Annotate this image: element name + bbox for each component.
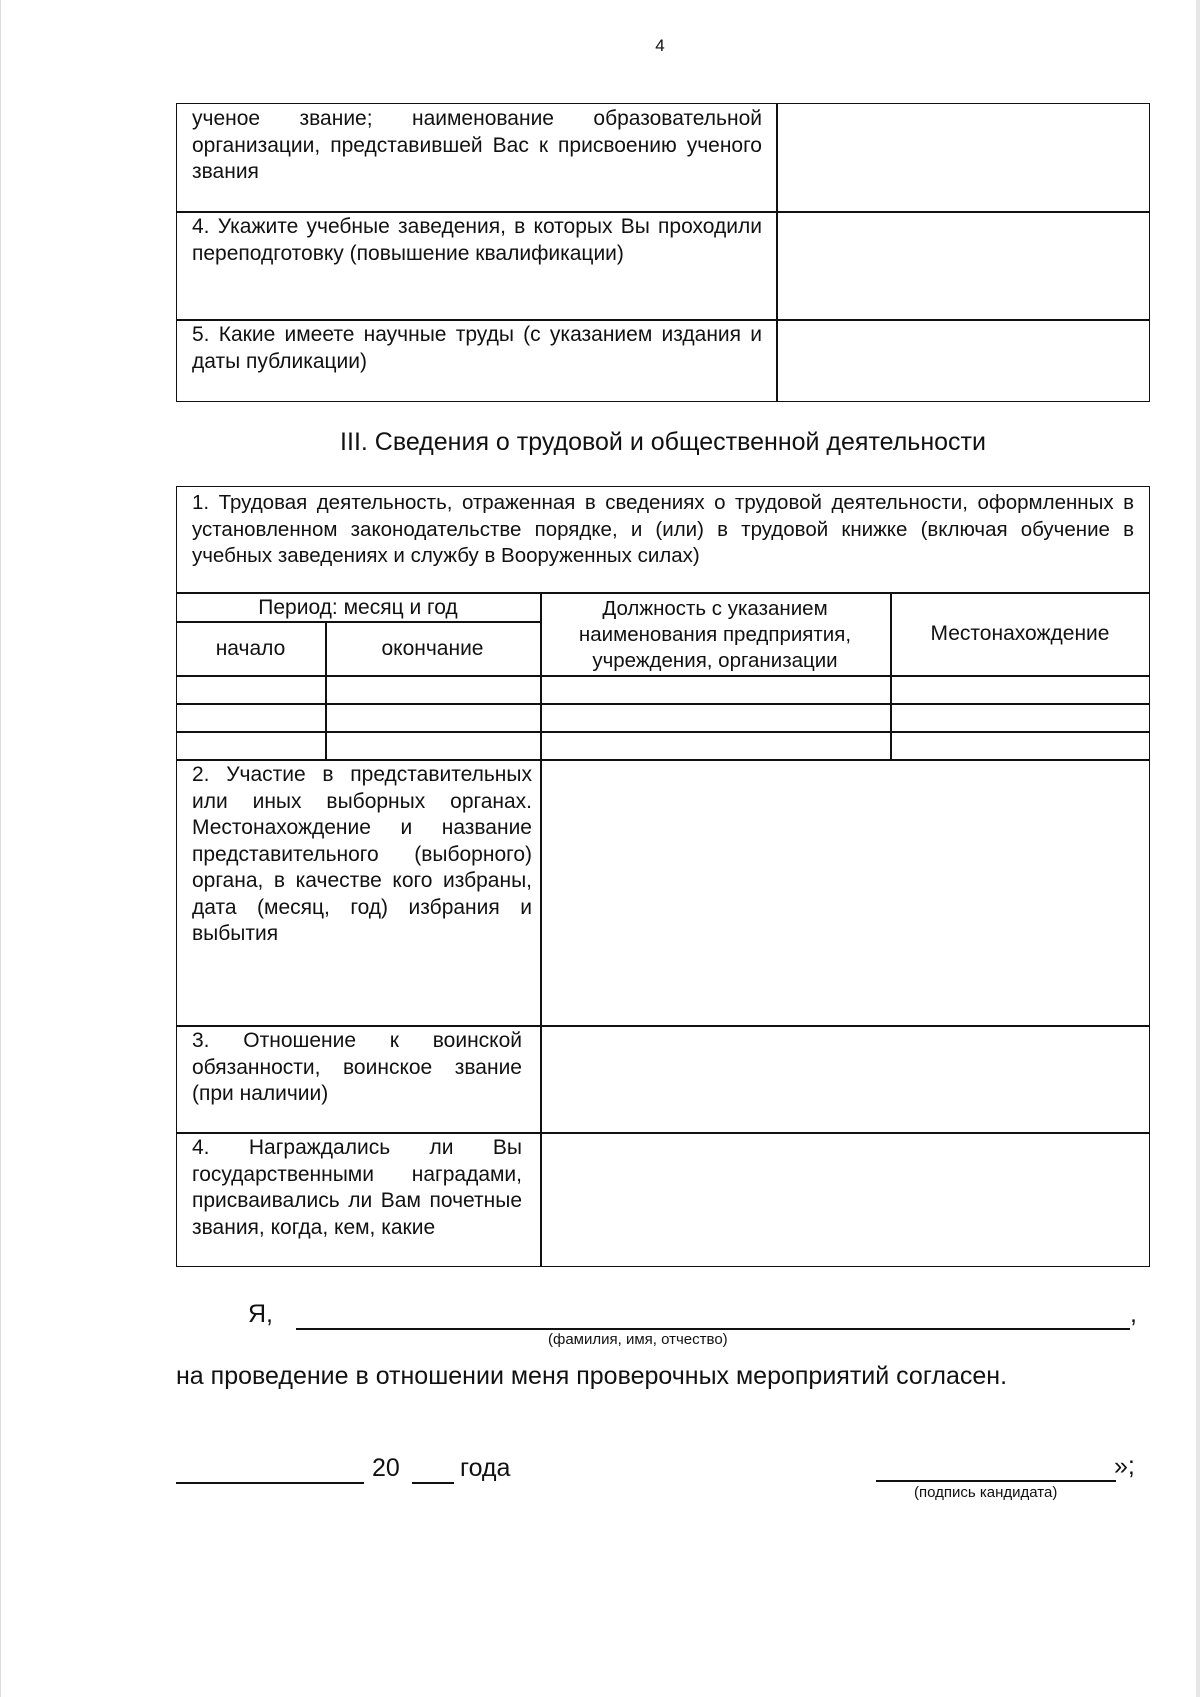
scan-edge-left (0, 0, 1, 1697)
consent-ya: Я, (248, 1300, 273, 1328)
consent-statement: на проведение в отношении меня проверочных мероприятий согласен. (176, 1362, 1008, 1390)
work-row-2-location[interactable] (892, 705, 1148, 731)
end-header: окончание (381, 637, 484, 660)
year-suffix: года (460, 1454, 511, 1482)
work-row-2-position[interactable] (542, 705, 889, 731)
scan-edge-right (1196, 0, 1200, 1697)
work-row-3-position[interactable] (542, 733, 889, 759)
work-row-1-position[interactable] (542, 677, 889, 703)
signature-end: »; (1114, 1452, 1135, 1480)
fio-caption: (фамилия, имя, отчество) (548, 1331, 728, 1348)
bottom-row-3-question: 3. Отношение к воинской обязанности, воинское звание (при наличии) (192, 1029, 522, 1105)
work-row-2-start[interactable] (178, 705, 324, 731)
consent-comma: , (1130, 1300, 1137, 1328)
date-line[interactable] (176, 1482, 364, 1484)
signature-caption: (подпись кандидата) (914, 1484, 1058, 1501)
signature-line[interactable] (876, 1480, 1116, 1482)
location-header: Местонахождение (930, 622, 1110, 645)
work-row-3-location[interactable] (892, 733, 1148, 759)
bottom-row-4-question: 4. Награждались ли Вы государственными наградами, присваивались ли Вам почетные звания, когда, кем, какие (192, 1136, 522, 1239)
work-row-1-start[interactable] (178, 677, 324, 703)
bottom-row-4-answer[interactable] (544, 1135, 1146, 1264)
position-header: Должность с указанием наименования предприятия, учреждения, организации (578, 597, 852, 672)
section-title: III. Сведения о трудовой и общественной деятельности (340, 428, 986, 456)
work-table-intro: 1. Трудовая деятельность, отраженная в сведениях о трудовой деятельности, оформленных в установленном законодательстве порядке, и (или) в трудовой книжке (включая обучение в учебных заведениях и службу в Вооруженных силах) (192, 491, 1134, 567)
period-header: Период: месяц и год (258, 596, 458, 619)
bottom-row-2-answer[interactable] (544, 762, 1146, 1022)
top-table-row-3-question: 5. Какие имеете научные труды (с указанием издания и даты публикации) (192, 323, 762, 373)
bottom-row-3-answer[interactable] (544, 1028, 1146, 1129)
work-row-3-start[interactable] (178, 733, 324, 759)
start-header: начало (215, 637, 286, 660)
work-row-2-end[interactable] (327, 705, 539, 731)
top-table-row-3-answer[interactable] (780, 322, 1146, 398)
work-row-3-end[interactable] (327, 733, 539, 759)
work-row-1-end[interactable] (327, 677, 539, 703)
fio-line[interactable] (296, 1328, 1130, 1330)
year-line[interactable] (412, 1482, 454, 1484)
top-table-row-1-answer[interactable] (780, 106, 1146, 208)
top-table-row-1-question: ученое звание; наименование образовательной организации, представившей Вас к присвоению ученого звания (192, 107, 762, 183)
top-table-row-2-question: 4. Укажите учебные заведения, в которых Вы проходили переподготовку (повышение квалификации) (192, 215, 762, 265)
bottom-row-2-question: 2. Участие в представительных или иных выборных органах. Местонахождение и название представительного (выборного) органа, в качестве кого избраны, дата (месяц, год) избрания и выбытия (192, 763, 532, 945)
year-prefix: 20 (372, 1454, 400, 1482)
top-table-row-2-answer[interactable] (780, 214, 1146, 316)
work-row-1-location[interactable] (892, 677, 1148, 703)
top-table-divider (776, 103, 778, 402)
page-number: 4 (655, 36, 665, 55)
